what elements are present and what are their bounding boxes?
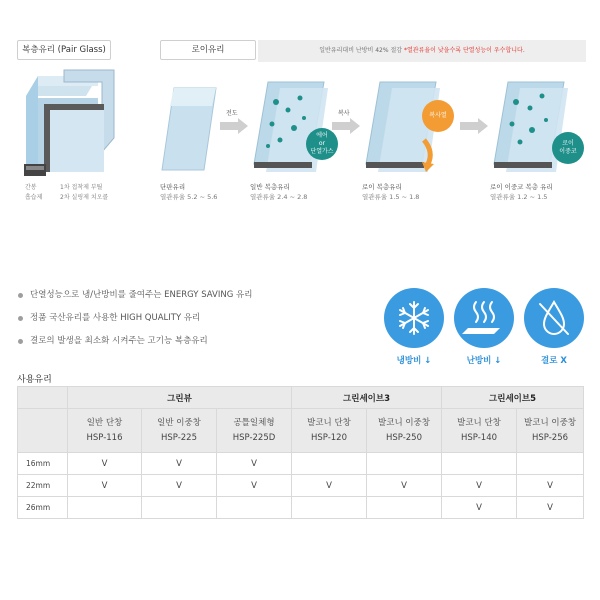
table-cell: V bbox=[142, 475, 217, 497]
table-title: 사용유리 bbox=[17, 375, 52, 385]
butyl-label: 1차 접착제 부틸 bbox=[60, 184, 103, 191]
low-e-pair-glass-name: 로이 복층유리 bbox=[362, 183, 402, 191]
product-header bbox=[68, 409, 142, 453]
feature-item bbox=[18, 288, 252, 311]
group-green-save-3: 그린세이브3 bbox=[292, 387, 442, 409]
table-cell: V bbox=[517, 475, 584, 497]
product-code: HSP-250 bbox=[385, 432, 423, 443]
general-pair-glass-value: 열관류율 2.4 ~ 2.8 bbox=[250, 193, 308, 201]
table-cell: V bbox=[367, 475, 442, 497]
condensation-label: 결로 X bbox=[541, 356, 567, 366]
table-cell bbox=[142, 497, 217, 519]
product-code: HSP-225D bbox=[232, 432, 276, 443]
table-row bbox=[18, 453, 584, 475]
row-label: 22mm bbox=[18, 475, 68, 497]
product-code: HSP-116 bbox=[86, 432, 123, 443]
desiccant-label: 흡습제 bbox=[25, 194, 43, 201]
arrow-next bbox=[460, 118, 490, 134]
table-row bbox=[18, 475, 584, 497]
product-code: HSP-120 bbox=[310, 432, 348, 443]
air-gas-line2: or bbox=[318, 140, 326, 147]
bullet-icon bbox=[18, 316, 23, 321]
radiation-label: 복사 bbox=[338, 110, 350, 117]
product-name: 발코니 단창 bbox=[457, 417, 501, 428]
radiation-heat-bubble: 복사열 bbox=[422, 100, 454, 132]
thiokol-label: 2차 실링제 치오콜 bbox=[60, 194, 109, 201]
product-name: 일반 이중창 bbox=[157, 417, 201, 428]
bullet-icon bbox=[18, 339, 23, 344]
low-e-double-glass-caption bbox=[490, 182, 553, 202]
table-cell: V bbox=[217, 475, 292, 497]
conduction-label: 전도 bbox=[226, 110, 238, 117]
table-corner-2 bbox=[18, 409, 68, 453]
group-green-save-5: 그린세이브5 bbox=[442, 387, 584, 409]
table-cell: V bbox=[142, 453, 217, 475]
cooling-cost-label: 냉방비 ↓ bbox=[396, 356, 432, 366]
general-pair-glass-name: 일반 복층유리 bbox=[250, 183, 290, 191]
table-row bbox=[18, 497, 584, 519]
low-e-double-glass-illustration bbox=[490, 80, 570, 176]
table-cell: V bbox=[517, 497, 584, 519]
table-cell: V bbox=[442, 475, 517, 497]
general-pair-glass-caption bbox=[250, 182, 307, 202]
low-e-pair-glass-value: 열관류율 1.5 ~ 1.8 bbox=[362, 193, 420, 201]
banner-highlight: *열관류율이 낮을수록 단열성능이 우수합니다. bbox=[403, 47, 525, 54]
table-cell bbox=[367, 497, 442, 519]
product-header bbox=[517, 409, 584, 453]
product-header bbox=[367, 409, 442, 453]
product-name: 일반 단창 bbox=[86, 417, 123, 428]
product-header bbox=[442, 409, 517, 453]
single-glass-value: 열관류율 5.2 ~ 5.6 bbox=[160, 193, 218, 201]
product-name: 공틀일체형 bbox=[233, 417, 275, 428]
table-cell bbox=[442, 453, 517, 475]
table-cell bbox=[217, 497, 292, 519]
pair-glass-tag: 복층유리 (Pair Glass) bbox=[17, 40, 111, 60]
product-name: 발코니 이중창 bbox=[378, 417, 430, 428]
air-gas-line3: 단열가스 bbox=[310, 148, 334, 155]
product-name: 발코니 이중창 bbox=[524, 417, 576, 428]
glass-spec-table bbox=[17, 386, 584, 519]
feature-text: 결로의 발생을 최소화 시켜주는 고기능 복층유리 bbox=[30, 336, 208, 346]
single-glass-name: 단판유리 bbox=[160, 183, 186, 191]
table-cell: V bbox=[68, 453, 142, 475]
feature-item bbox=[18, 334, 252, 357]
savings-banner bbox=[258, 40, 586, 62]
pair-glass-illustration bbox=[16, 68, 116, 178]
table-cell bbox=[292, 453, 367, 475]
heat-waves-icon bbox=[454, 288, 514, 348]
banner-text: 일반유리대비 난방비 42% 절감 bbox=[319, 47, 403, 54]
product-header bbox=[142, 409, 217, 453]
product-name: 발코니 단창 bbox=[307, 417, 351, 428]
product-code: HSP-225 bbox=[160, 432, 198, 443]
low-e-coating-bubble bbox=[552, 132, 584, 164]
feature-item bbox=[18, 311, 252, 334]
group-green-view: 그린뷰 bbox=[68, 387, 292, 409]
feature-list bbox=[18, 288, 252, 357]
heating-cost-label: 난방비 ↓ bbox=[466, 356, 502, 366]
table-cell: V bbox=[68, 475, 142, 497]
row-label: 16mm bbox=[18, 453, 68, 475]
feature-text: 단열성능으로 냉/난방비를 줄여주는 ENERGY SAVING 유리 bbox=[30, 290, 253, 300]
table-cell bbox=[68, 497, 142, 519]
air-gas-line1: 에어 bbox=[316, 132, 328, 139]
low-e-glass-tag: 로이유리 bbox=[160, 40, 256, 60]
table-cell: V bbox=[292, 475, 367, 497]
no-drop-icon bbox=[524, 288, 584, 348]
table-corner bbox=[18, 387, 68, 409]
arrow-conduction bbox=[220, 118, 250, 134]
table-cell: V bbox=[217, 453, 292, 475]
spacer-label: 간봉 bbox=[25, 184, 37, 191]
product-header bbox=[217, 409, 292, 453]
table-product-header bbox=[18, 409, 584, 453]
product-header bbox=[292, 409, 367, 453]
low-e-double-glass-name: 로이 이중코 복층 유리 bbox=[490, 183, 553, 191]
table-cell bbox=[367, 453, 442, 475]
low-e-coating-line1: 로이 bbox=[562, 140, 574, 147]
table-cell bbox=[517, 453, 584, 475]
single-glass-illustration bbox=[160, 86, 220, 172]
table-group-header bbox=[18, 387, 584, 409]
low-e-coating-line2: 이중코 bbox=[559, 148, 577, 155]
low-e-double-glass-value: 열관류율 1.2 ~ 1.5 bbox=[490, 193, 548, 201]
product-code: HSP-256 bbox=[532, 432, 569, 443]
arrow-radiation bbox=[332, 118, 362, 134]
bullet-icon bbox=[18, 293, 23, 298]
table-cell: V bbox=[442, 497, 517, 519]
snowflake-icon bbox=[384, 288, 444, 348]
feature-text: 정품 국산유리를 사용한 HIGH QUALITY 유리 bbox=[30, 313, 201, 323]
single-glass-caption bbox=[160, 182, 217, 202]
product-code: HSP-140 bbox=[461, 432, 498, 443]
row-label: 26mm bbox=[18, 497, 68, 519]
low-e-pair-glass-caption bbox=[362, 182, 419, 202]
table-cell bbox=[292, 497, 367, 519]
